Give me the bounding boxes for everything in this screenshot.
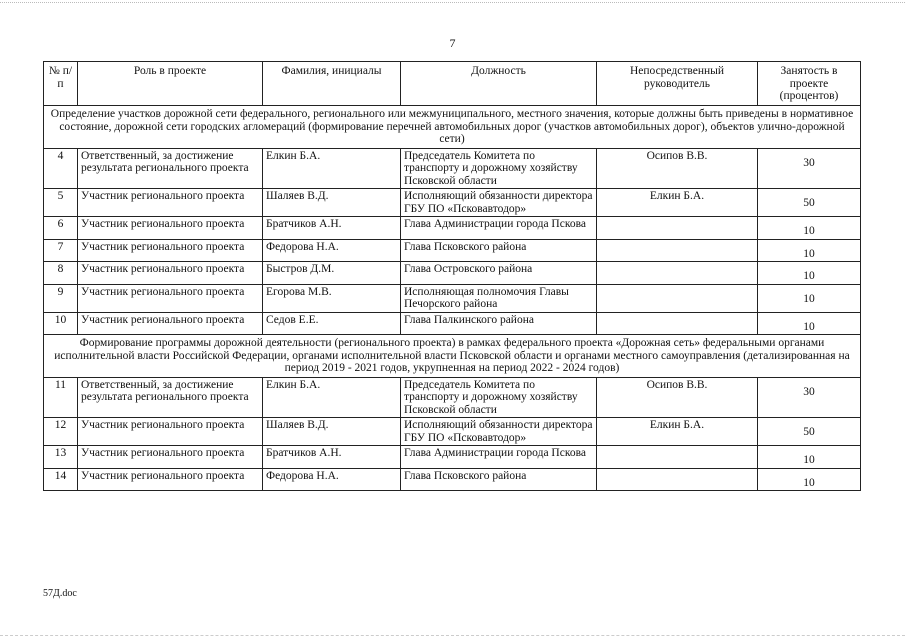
cell-position: Исполняющая полномочия Главы Печорского района [401, 284, 597, 312]
cell-num: 5 [44, 189, 78, 217]
cell-role: Участник регионального проекта [78, 418, 263, 446]
cell-position: Председатель Комитета по транспорту и дорожному хозяйству Псковской области [401, 148, 597, 189]
cell-name: Шаляев В.Д. [263, 418, 401, 446]
cell-manager [597, 284, 758, 312]
cell-role: Участник регионального проекта [78, 217, 263, 240]
cell-manager [597, 446, 758, 469]
table-row [44, 446, 861, 469]
cell-name: Егорова М.В. [263, 284, 401, 312]
cell-manager [597, 262, 758, 285]
cell-num: 9 [44, 284, 78, 312]
cell-num: 10 [44, 312, 78, 335]
cell-position: Исполняющий обязанности директора ГБУ ПО «Псковавтодор» [401, 189, 597, 217]
project-roles-table [43, 61, 861, 491]
document-filename: 57Д.doc [43, 588, 77, 599]
header-position: Должность [401, 62, 597, 106]
cell-load: 10 [758, 468, 861, 491]
cell-position: Глава Островского района [401, 262, 597, 285]
scan-edge-bottom [0, 635, 905, 637]
cell-role: Ответственный, за достижение результата регионального проекта [78, 148, 263, 189]
cell-load: 50 [758, 418, 861, 446]
cell-name: Федорова Н.А. [263, 468, 401, 491]
table-row [44, 217, 861, 240]
header-manager: Непосредственный руководитель [597, 62, 758, 106]
cell-manager: Осипов В.В. [597, 377, 758, 418]
cell-load: 10 [758, 217, 861, 240]
cell-manager [597, 239, 758, 262]
section-header-row [44, 335, 861, 378]
cell-manager [597, 217, 758, 240]
cell-num: 12 [44, 418, 78, 446]
cell-name: Федорова Н.А. [263, 239, 401, 262]
cell-name: Елкин Б.А. [263, 148, 401, 189]
table-header-row [44, 62, 861, 106]
cell-num: 11 [44, 377, 78, 418]
cell-role: Участник регионального проекта [78, 284, 263, 312]
table-row [44, 262, 861, 285]
cell-name: Седов Е.Е. [263, 312, 401, 335]
cell-num: 8 [44, 262, 78, 285]
table-row [44, 377, 861, 418]
cell-load: 50 [758, 189, 861, 217]
header-load: Занятость в проекте (процентов) [758, 62, 861, 106]
cell-position: Председатель Комитета по транспорту и дорожному хозяйству Псковской области [401, 377, 597, 418]
project-roles-table-container [43, 61, 860, 491]
cell-manager [597, 312, 758, 335]
table-row [44, 284, 861, 312]
cell-position: Глава Администрации города Пскова [401, 217, 597, 240]
section-title: Формирование программы дорожной деятельности (регионального проекта) в рамках федерального проекта «Дорожная сеть» федеральными органами исполнительной власти Российской Федерации, органами исполнительной власти Псковской области и органами местного самоуправления (детализированная на период 2019 - 2021 годов, укрупненная на период 2022 - 2024 годов) [44, 335, 861, 378]
table-row [44, 468, 861, 491]
cell-role: Участник регионального проекта [78, 446, 263, 469]
cell-num: 14 [44, 468, 78, 491]
cell-num: 7 [44, 239, 78, 262]
cell-name: Елкин Б.А. [263, 377, 401, 418]
table-row [44, 239, 861, 262]
cell-position: Глава Псковского района [401, 468, 597, 491]
table-row [44, 312, 861, 335]
cell-manager: Осипов В.В. [597, 148, 758, 189]
scan-edge-top [0, 2, 905, 4]
cell-role: Ответственный, за достижение результата регионального проекта [78, 377, 263, 418]
table-body [44, 106, 861, 491]
cell-load: 30 [758, 377, 861, 418]
cell-name: Шаляев В.Д. [263, 189, 401, 217]
page-number: 7 [449, 36, 456, 50]
section-header-row [44, 106, 861, 149]
cell-load: 10 [758, 239, 861, 262]
cell-num: 13 [44, 446, 78, 469]
cell-role: Участник регионального проекта [78, 468, 263, 491]
table-row [44, 189, 861, 217]
cell-manager [597, 468, 758, 491]
header-name: Фамилия, инициалы [263, 62, 401, 106]
cell-num: 4 [44, 148, 78, 189]
cell-name: Братчиков А.Н. [263, 217, 401, 240]
cell-position: Глава Администрации города Пскова [401, 446, 597, 469]
cell-name: Братчиков А.Н. [263, 446, 401, 469]
cell-position: Исполняющий обязанности директора ГБУ ПО «Псковавтодор» [401, 418, 597, 446]
section-title: Определение участков дорожной сети федерального, регионального или межмуниципального, местного значения, которые должны быть приведены в нормативное состояние, дорожной сети городских агломераций (формирование перечней автомобильных дорог (участков автомобильных дорог), объектов улично-дорожной сети) [44, 106, 861, 149]
header-num: № п/п [44, 62, 78, 106]
cell-load: 10 [758, 312, 861, 335]
cell-manager: Елкин Б.А. [597, 418, 758, 446]
cell-load: 10 [758, 262, 861, 285]
cell-load: 30 [758, 148, 861, 189]
cell-name: Быстров Д.М. [263, 262, 401, 285]
cell-load: 10 [758, 284, 861, 312]
cell-manager: Елкин Б.А. [597, 189, 758, 217]
cell-load: 10 [758, 446, 861, 469]
header-role: Роль в проекте [78, 62, 263, 106]
cell-role: Участник регионального проекта [78, 312, 263, 335]
cell-position: Глава Псковского района [401, 239, 597, 262]
table-row [44, 418, 861, 446]
cell-role: Участник регионального проекта [78, 239, 263, 262]
cell-role: Участник регионального проекта [78, 262, 263, 285]
cell-position: Глава Палкинского района [401, 312, 597, 335]
cell-role: Участник регионального проекта [78, 189, 263, 217]
table-row [44, 148, 861, 189]
cell-num: 6 [44, 217, 78, 240]
